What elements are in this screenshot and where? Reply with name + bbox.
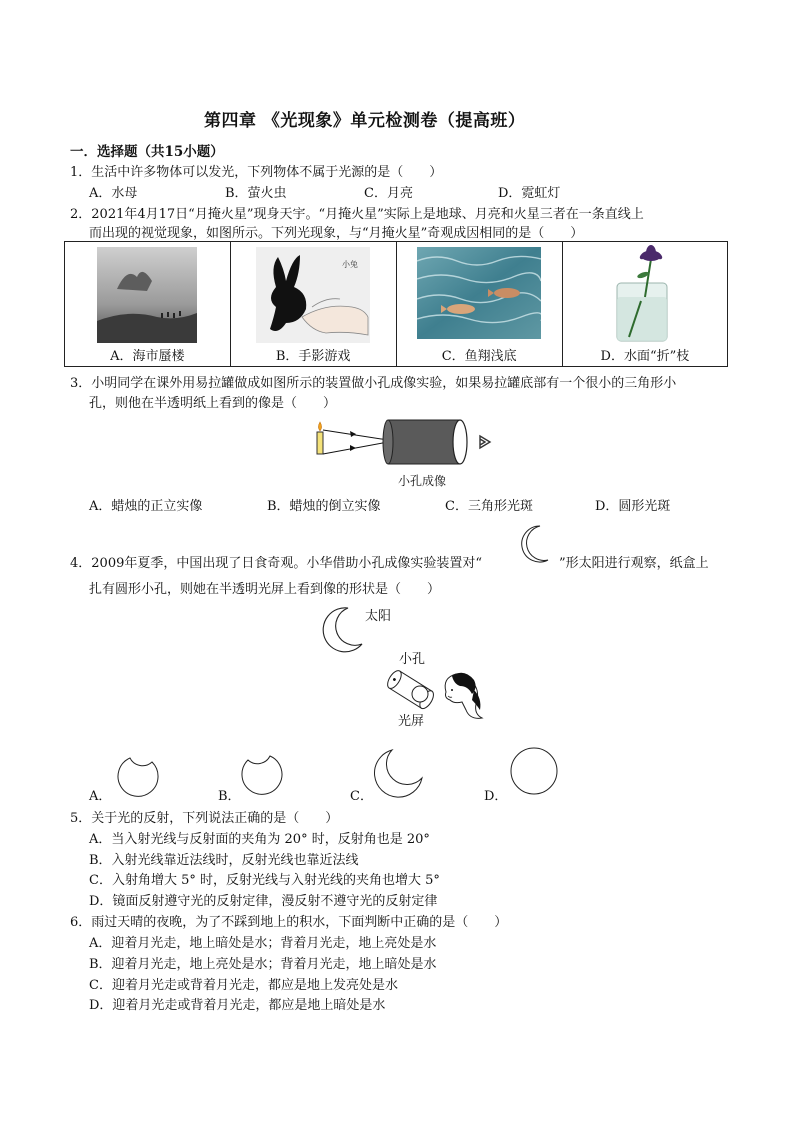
sun-crescent-figure xyxy=(318,604,368,656)
label-sun: 太阳 xyxy=(365,609,392,624)
q2-cell-a xyxy=(65,242,231,367)
q3-stem-line1: 3．小明同学在课外用易拉罐做成如图所示的装置做小孔成像实验，如果易拉罐底部有一个很小的三角形小 xyxy=(70,376,677,391)
q5-option-b: B．入射光线靠近法线时，反射光线也靠近法线 xyxy=(89,853,359,868)
svg-text:小兔: 小兔 xyxy=(342,260,359,269)
q4-option-d: D． xyxy=(484,789,508,804)
q3-option-a: A．蜡烛的正立实像 xyxy=(89,499,203,514)
q3-figure-caption: 小孔成像 xyxy=(398,474,447,488)
bent-stem-image xyxy=(607,245,683,343)
q2-option-d: D．水面“折”枝 xyxy=(600,349,690,364)
q6-stem: 6．雨过天晴的夜晚，为了不踩到地上的积水，下面判断中正确的是（ ） xyxy=(70,915,508,930)
q6-option-c: C．迎着月光走或背着月光走，都应是地上发亮处是水 xyxy=(89,978,398,993)
q1-option-b: B．萤火虫 xyxy=(225,186,287,201)
label-hole: 小孔 xyxy=(399,652,426,667)
pinhole-can-figure xyxy=(310,418,500,466)
q1-stem: 1．生活中许多物体可以发光，下列物体不属于光源的是（ ） xyxy=(70,165,443,180)
q4-option-c-shape xyxy=(372,746,426,800)
q4-stem-line1b: ”形太阳进行观察，纸盒上 xyxy=(559,556,709,571)
q2-stem-line1: 2．2021年4月17日“月掩火星”现身天宇。“月掩火星”实际上是地球、月亮和火星三者在一条直线上 xyxy=(70,207,644,222)
q2-stem-line2: 而出现的视觉现象，如图所示。下列光现象，与“月掩火星”奇观成因相同的是（ ） xyxy=(89,226,584,241)
q4-option-c: C． xyxy=(350,789,373,804)
q4-option-b-shape xyxy=(238,750,284,800)
q2-option-a: A．海市蜃楼 xyxy=(110,349,185,364)
q2-cell-c xyxy=(396,242,562,367)
q4-option-b: B． xyxy=(218,789,241,804)
page-title: 第四章 《光现象》单元检测卷（提高班） xyxy=(204,111,526,131)
mirage-image xyxy=(97,247,197,343)
q3-option-b: B．蜡烛的倒立实像 xyxy=(267,499,381,514)
q1-option-d: D．霓虹灯 xyxy=(498,186,561,201)
q1-option-a: A．水母 xyxy=(89,186,138,201)
label-screen: 光屏 xyxy=(398,714,425,729)
q6-option-d: D．迎着月光走或背着月光走，都应是地上暗处是水 xyxy=(89,998,386,1013)
q2-cell-b xyxy=(230,242,396,367)
q4-option-a: A． xyxy=(89,789,112,804)
q5-stem: 5．关于光的反射，下列说法正确的是（ ） xyxy=(70,811,339,826)
q3-option-d: D．圆形光斑 xyxy=(595,499,671,514)
q5-option-a: A．当入射光线与反射面的夹角为 20° 时，反射角也是 20° xyxy=(89,832,430,847)
q3-option-c: C．三角形光斑 xyxy=(445,499,533,514)
fish-water-image xyxy=(417,247,541,339)
q3-stem-line2: 孔，则他在半透明纸上看到的像是（ ） xyxy=(89,396,337,411)
q5-option-c: C．入射角增大 5° 时，反射光线与入射光线的夹角也增大 5° xyxy=(89,873,440,888)
q2-option-b: B．手影游戏 xyxy=(275,349,351,364)
q4-stem-line1a: 4．2009年夏季，中国出现了日食奇观。小华借助小孔成像实验装置对“ xyxy=(70,556,483,571)
q2-cell-d xyxy=(562,242,727,367)
q1-option-c: C．月亮 xyxy=(364,186,413,201)
q5-option-d: D．镜面反射遵守光的反射定律，漫反射不遵守光的反射定律 xyxy=(89,894,438,909)
section-heading: 一．选择题（共15小题） xyxy=(70,144,224,160)
q2-option-c: C．鱼翔浅底 xyxy=(441,349,517,364)
q4-option-a-shape xyxy=(116,752,162,800)
q6-option-a: A．迎着月光走，地上暗处是水；背着月光走，地上亮处是水 xyxy=(89,936,437,951)
q4-stem-line2: 扎有圆形小孔，则她在半透明光屏上看到像的形状是（ ） xyxy=(89,582,441,597)
q2-picture-table xyxy=(64,241,728,367)
q4-option-d-shape xyxy=(509,746,559,796)
crescent-sun-inline-icon xyxy=(518,522,558,566)
q6-option-b: B．迎着月光走，地上亮处是水；背着月光走，地上暗处是水 xyxy=(89,957,437,972)
hand-shadow-image xyxy=(256,247,370,343)
